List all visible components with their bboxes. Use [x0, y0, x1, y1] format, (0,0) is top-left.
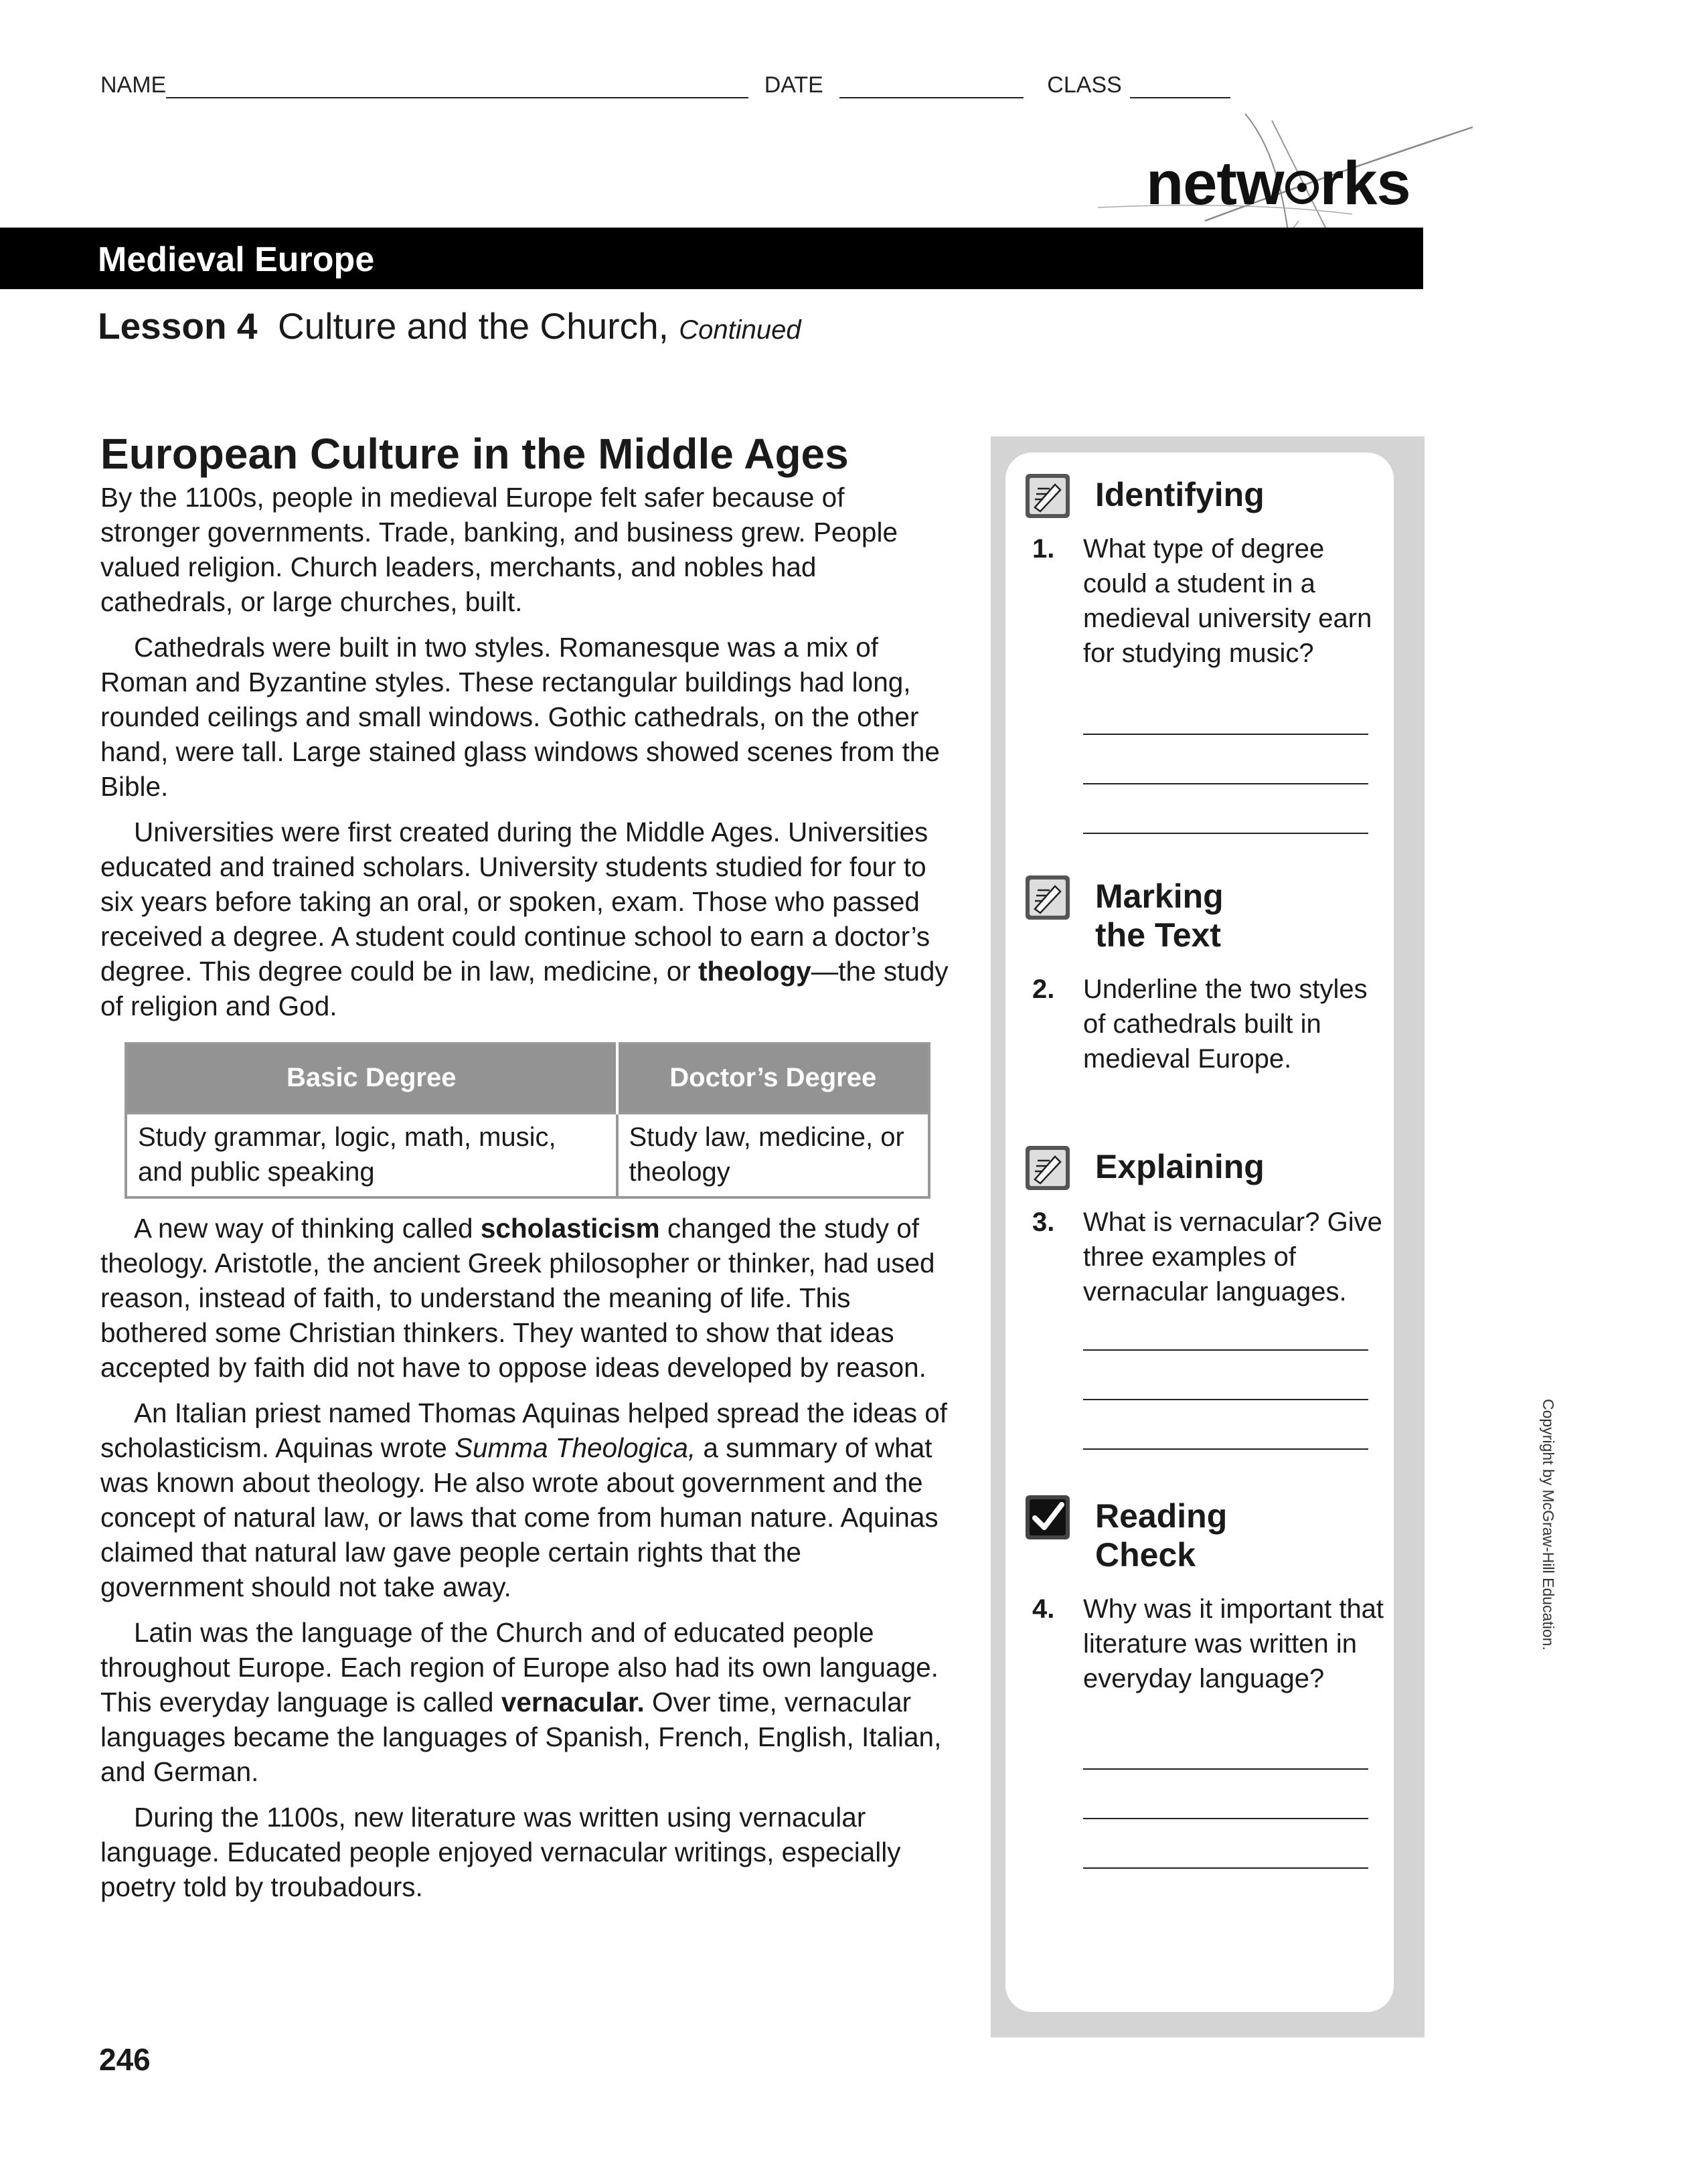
- section-heading: European Culture in the Middle Ages: [100, 430, 849, 478]
- question-1-title: Identifying: [1095, 476, 1265, 513]
- answer-line[interactable]: [1083, 1448, 1368, 1450]
- question-2: [1032, 972, 1387, 1076]
- main-content: [100, 428, 951, 1915]
- question-3: [1032, 1205, 1387, 1309]
- answer-line[interactable]: [1083, 1399, 1368, 1400]
- answer-line[interactable]: [1083, 1867, 1368, 1869]
- logo-text-end: rks: [1319, 149, 1410, 218]
- question-4-header: [1024, 1494, 1227, 1574]
- question-number: 3.: [1032, 1207, 1055, 1237]
- date-label: DATE: [764, 72, 823, 98]
- degree-table: [125, 1042, 930, 1199]
- lesson-heading: [98, 305, 801, 347]
- question-sidebar: [991, 436, 1425, 2037]
- pencil-note-icon: [1024, 473, 1071, 519]
- question-3-header: [1024, 1145, 1265, 1191]
- question-number: 1.: [1032, 534, 1055, 564]
- copyright-notice: [1537, 1399, 1564, 1667]
- networks-logo: [1146, 149, 1410, 218]
- pencil-note-icon: [1024, 1145, 1071, 1191]
- paragraph-3: Universities were first created during the Middle Ages. Universities educated and trained scholars. University students studied for four to six years before taking an oral, or spoken, exam. Those who passed received a degree. A student could continue school to earn a doctor’s degree. This degree could be in law, medicine, or theology—the study of religion and God.: [100, 816, 949, 1021]
- paragraph-5: An Italian priest named Thomas Aquinas helped spread the ideas of scholasticism. Aquinas wrote Summa Theologica, a summary of what was known about theology. He also wrote about government and the concept of natural law, or laws that come from human nature. Aquinas claimed that natural law gave people certain rights that the government should not take away.: [100, 1397, 948, 1602]
- question-text: What is vernacular? Give three examples of vernacular languages.: [1083, 1207, 1382, 1307]
- date-field[interactable]: [839, 77, 1024, 98]
- lesson-label: Lesson 4: [98, 305, 258, 347]
- chapter-banner: [0, 228, 1423, 289]
- answer-line[interactable]: [1083, 734, 1368, 735]
- table-cell: Study grammar, logic, math, music, and public speaking: [126, 1113, 617, 1197]
- paragraph-4: A new way of thinking called scholasticism changed the study of theology. Aristotle, the ancient Greek philosopher or thinker, had used reason, instead of faith, to understand the meaning of life. This bothered some Christian thinkers. They wanted to show that ideas accepted by faith did not have to oppose ideas developed by reason.: [100, 1212, 935, 1383]
- checkmark-icon: [1024, 1494, 1071, 1541]
- term-vernacular: vernacular.: [501, 1686, 645, 1717]
- sidebar-panel: [1005, 452, 1394, 2012]
- table-row: [126, 1113, 929, 1197]
- question-number: 4.: [1032, 1594, 1055, 1624]
- copyright-text: Copyright by McGraw-Hill Education.: [1540, 1399, 1557, 1651]
- page-number: 246: [99, 2042, 151, 2077]
- class-label: CLASS: [1047, 72, 1122, 98]
- lesson-title: Culture and the Church,: [278, 305, 669, 347]
- answer-line[interactable]: [1083, 833, 1368, 834]
- table-cell: Study law, medicine, or theology: [617, 1113, 930, 1197]
- student-info-header: [100, 72, 1230, 98]
- logo-o-mark: [1285, 171, 1319, 204]
- table-header: Doctor’s Degree: [617, 1043, 930, 1113]
- question-2-title: Marking the Text: [1095, 877, 1224, 954]
- question-4-title: Reading Check: [1095, 1497, 1228, 1574]
- question-number: 2.: [1032, 975, 1055, 1004]
- paragraph-2: Cathedrals were built in two styles. Romanesque was a mix of Roman and Byzantine styles. These rectangular buildings had long, rounded ceilings and small windows. Gothic cathedrals, on the other hand, were tall. Large stained glass windows showed scenes from the Bible.: [100, 631, 940, 802]
- pencil-note-icon: [1024, 874, 1071, 921]
- question-text: Underline the two styles of cathedrals built in medieval Europe.: [1083, 975, 1368, 1074]
- name-field[interactable]: [166, 77, 748, 98]
- term-scholasticism: scholasticism: [480, 1212, 660, 1244]
- question-4: [1032, 1592, 1387, 1696]
- class-field[interactable]: [1130, 77, 1230, 98]
- term-theology: theology: [698, 955, 811, 987]
- book-title: Summa Theologica,: [454, 1432, 696, 1463]
- question-text: Why was it important that literature was written in everyday language?: [1083, 1594, 1384, 1693]
- answer-line[interactable]: [1083, 1349, 1368, 1351]
- question-1-header: [1024, 473, 1265, 519]
- chapter-title: Medieval Europe: [98, 240, 375, 279]
- paragraph-6: Latin was the language of the Church and of educated people throughout Europe. Each region of Europe also had its own language. This everyday language is called vernacular. Over time, vernacular languages became the languages of Spanish, French, English, Italian, and German.: [100, 1616, 942, 1787]
- answer-line[interactable]: [1083, 783, 1368, 784]
- question-1: [1032, 531, 1387, 671]
- answer-line[interactable]: [1083, 1818, 1368, 1819]
- paragraph-1: By the 1100s, people in medieval Europe felt safer because of stronger governments. Trade, banking, and business grew. People valued religion. Church leaders, merchants, and nobles had cathedrals, or large churches, built.: [100, 481, 898, 617]
- question-2-header: [1024, 874, 1224, 954]
- paragraph-7: During the 1100s, new literature was written using vernacular language. Educated people enjoyed vernacular writings, especially poetry told by troubadours.: [100, 1801, 901, 1902]
- question-text: What type of degree could a student in a medieval university earn for studying music?: [1083, 534, 1372, 668]
- question-3-title: Explaining: [1095, 1148, 1265, 1185]
- lesson-continued: Continued: [679, 315, 801, 345]
- logo-text-start: netw: [1146, 149, 1284, 218]
- name-label: NAME: [100, 72, 167, 98]
- answer-line[interactable]: [1083, 1768, 1368, 1770]
- table-header: Basic Degree: [126, 1043, 617, 1113]
